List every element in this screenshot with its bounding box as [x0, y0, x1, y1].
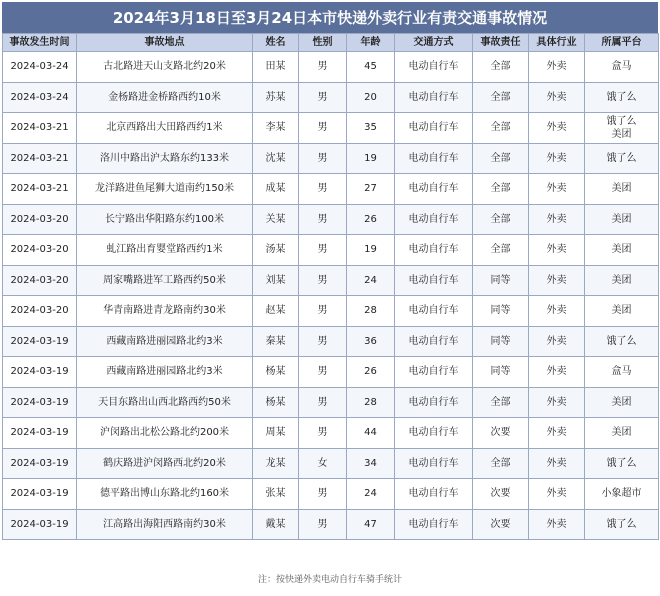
cell-age: 36 [347, 326, 395, 357]
table-body [3, 52, 659, 540]
cell-name: 杨某 [253, 357, 299, 388]
cell-gender: 男 [299, 479, 347, 510]
cell-industry: 外卖 [529, 448, 585, 479]
column-header-responsibility: 事故责任 [473, 34, 529, 52]
cell-platform: 美团 [585, 265, 659, 296]
cell-platform: 美团 [585, 235, 659, 266]
cell-age: 47 [347, 509, 395, 540]
cell-gender: 男 [299, 265, 347, 296]
cell-industry: 外卖 [529, 82, 585, 113]
table-header-row [3, 34, 659, 52]
cell-transport: 电动自行车 [395, 418, 473, 449]
cell-location: 长宁路出华阳路东约100米 [77, 204, 253, 235]
table-row [3, 387, 659, 418]
cell-gender: 男 [299, 174, 347, 205]
cell-name: 戴某 [253, 509, 299, 540]
cell-transport: 电动自行车 [395, 296, 473, 327]
cell-time: 2024-03-20 [3, 265, 77, 296]
cell-transport: 电动自行车 [395, 204, 473, 235]
table-row [3, 113, 659, 144]
footnote: 注：按快递外卖电动自行车骑手统计 [257, 575, 402, 585]
cell-transport: 电动自行车 [395, 82, 473, 113]
cell-transport: 电动自行车 [395, 52, 473, 83]
cell-gender: 男 [299, 235, 347, 266]
column-header-location: 事故地点 [77, 34, 253, 52]
cell-responsibility: 同等 [473, 357, 529, 388]
cell-transport: 电动自行车 [395, 357, 473, 388]
table-row [3, 52, 659, 83]
cell-name: 成某 [253, 174, 299, 205]
cell-age: 44 [347, 418, 395, 449]
cell-gender: 男 [299, 418, 347, 449]
cell-age: 26 [347, 204, 395, 235]
cell-platform: 美团 [585, 204, 659, 235]
cell-platform: 饿了么 [585, 326, 659, 357]
cell-location: 天目东路出山西北路西约50米 [77, 387, 253, 418]
cell-name: 杨某 [253, 387, 299, 418]
table-row [3, 265, 659, 296]
cell-name: 沈某 [253, 143, 299, 174]
cell-time: 2024-03-24 [3, 82, 77, 113]
cell-industry: 外卖 [529, 143, 585, 174]
cell-platform: 饿了么 [585, 448, 659, 479]
cell-industry: 外卖 [529, 204, 585, 235]
cell-platform: 美团 [585, 418, 659, 449]
cell-platform: 饿了么 [585, 143, 659, 174]
cell-name: 刘某 [253, 265, 299, 296]
cell-age: 45 [347, 52, 395, 83]
cell-industry: 外卖 [529, 479, 585, 510]
cell-industry: 外卖 [529, 265, 585, 296]
cell-industry: 外卖 [529, 326, 585, 357]
table-row [3, 235, 659, 266]
cell-age: 19 [347, 143, 395, 174]
cell-name: 汤某 [253, 235, 299, 266]
cell-name: 周某 [253, 418, 299, 449]
cell-platform: 盒马 [585, 357, 659, 388]
cell-responsibility: 全部 [473, 82, 529, 113]
cell-gender: 男 [299, 387, 347, 418]
cell-location: 鹤庆路进沪闵路西北约20米 [77, 448, 253, 479]
cell-industry: 外卖 [529, 235, 585, 266]
cell-time: 2024-03-21 [3, 174, 77, 205]
cell-transport: 电动自行车 [395, 143, 473, 174]
cell-name: 龙某 [253, 448, 299, 479]
accident-table [2, 33, 659, 540]
cell-platform: 美团 [585, 296, 659, 327]
cell-location: 周家嘴路进军工路西约50米 [77, 265, 253, 296]
cell-name: 赵某 [253, 296, 299, 327]
cell-location: 沪闵路出北松公路北约200米 [77, 418, 253, 449]
cell-responsibility: 全部 [473, 448, 529, 479]
cell-platform: 美团 [585, 387, 659, 418]
cell-name: 关某 [253, 204, 299, 235]
cell-time: 2024-03-19 [3, 326, 77, 357]
column-header-age: 年龄 [347, 34, 395, 52]
cell-industry: 外卖 [529, 418, 585, 449]
column-header-transport: 交通方式 [395, 34, 473, 52]
table-row [3, 296, 659, 327]
cell-gender: 男 [299, 82, 347, 113]
cell-time: 2024-03-20 [3, 204, 77, 235]
cell-name: 秦某 [253, 326, 299, 357]
cell-platform: 饿了么 [585, 509, 659, 540]
cell-location: 北京西路出大田路西约1米 [77, 113, 253, 144]
cell-platform: 小象超市 [585, 479, 659, 510]
cell-location: 古北路进天山支路北约20米 [77, 52, 253, 83]
cell-age: 20 [347, 82, 395, 113]
cell-responsibility: 同等 [473, 265, 529, 296]
cell-responsibility: 同等 [473, 296, 529, 327]
cell-time: 2024-03-19 [3, 479, 77, 510]
cell-transport: 电动自行车 [395, 509, 473, 540]
table-row [3, 174, 659, 205]
table-row [3, 479, 659, 510]
cell-transport: 电动自行车 [395, 174, 473, 205]
cell-transport: 电动自行车 [395, 265, 473, 296]
cell-responsibility: 次要 [473, 509, 529, 540]
cell-time: 2024-03-21 [3, 143, 77, 174]
cell-age: 26 [347, 357, 395, 388]
cell-industry: 外卖 [529, 296, 585, 327]
cell-age: 35 [347, 113, 395, 144]
cell-responsibility: 全部 [473, 174, 529, 205]
table-row [3, 326, 659, 357]
cell-responsibility: 全部 [473, 387, 529, 418]
cell-industry: 外卖 [529, 174, 585, 205]
cell-gender: 男 [299, 113, 347, 144]
cell-location: 金杨路进金桥路西约10米 [77, 82, 253, 113]
cell-age: 19 [347, 235, 395, 266]
cell-gender: 男 [299, 204, 347, 235]
cell-age: 24 [347, 265, 395, 296]
cell-age: 34 [347, 448, 395, 479]
cell-location: 洛川中路出沪太路东约133米 [77, 143, 253, 174]
cell-responsibility: 次要 [473, 479, 529, 510]
cell-location: 西藏南路进丽园路北约3米 [77, 357, 253, 388]
cell-location: 西藏南路进丽园路北约3米 [77, 326, 253, 357]
cell-time: 2024-03-20 [3, 296, 77, 327]
cell-responsibility: 全部 [473, 143, 529, 174]
cell-time: 2024-03-20 [3, 235, 77, 266]
cell-platform: 美团 [585, 174, 659, 205]
cell-gender: 男 [299, 296, 347, 327]
cell-industry: 外卖 [529, 509, 585, 540]
cell-age: 27 [347, 174, 395, 205]
cell-name: 张某 [253, 479, 299, 510]
cell-transport: 电动自行车 [395, 479, 473, 510]
table-row [3, 82, 659, 113]
page-title: 2024年3月18日至3月24日本市快递外卖行业有责交通事故情况 [2, 2, 658, 33]
table-row [3, 448, 659, 479]
cell-transport: 电动自行车 [395, 387, 473, 418]
cell-age: 28 [347, 387, 395, 418]
cell-industry: 外卖 [529, 387, 585, 418]
cell-platform: 饿了么 美团 [585, 113, 659, 144]
cell-time: 2024-03-21 [3, 113, 77, 144]
cell-industry: 外卖 [529, 52, 585, 83]
cell-responsibility: 全部 [473, 52, 529, 83]
cell-location: 德平路出博山东路北约160米 [77, 479, 253, 510]
cell-industry: 外卖 [529, 357, 585, 388]
column-header-industry: 具体行业 [529, 34, 585, 52]
cell-time: 2024-03-19 [3, 357, 77, 388]
cell-time: 2024-03-19 [3, 509, 77, 540]
table-row [3, 509, 659, 540]
cell-responsibility: 全部 [473, 204, 529, 235]
cell-age: 28 [347, 296, 395, 327]
table-row [3, 143, 659, 174]
cell-name: 苏某 [253, 82, 299, 113]
cell-platform: 饿了么 [585, 82, 659, 113]
cell-industry: 外卖 [529, 113, 585, 144]
cell-time: 2024-03-19 [3, 387, 77, 418]
table-row [3, 357, 659, 388]
cell-time: 2024-03-19 [3, 448, 77, 479]
cell-location: 虬江路出育婴堂路西约1米 [77, 235, 253, 266]
cell-time: 2024-03-24 [3, 52, 77, 83]
column-header-name: 姓名 [253, 34, 299, 52]
cell-name: 田某 [253, 52, 299, 83]
cell-gender: 男 [299, 357, 347, 388]
cell-gender: 女 [299, 448, 347, 479]
cell-transport: 电动自行车 [395, 113, 473, 144]
table-row [3, 204, 659, 235]
cell-gender: 男 [299, 326, 347, 357]
cell-responsibility: 次要 [473, 418, 529, 449]
cell-gender: 男 [299, 509, 347, 540]
cell-transport: 电动自行车 [395, 235, 473, 266]
cell-responsibility: 同等 [473, 326, 529, 357]
cell-location: 龙洋路进鱼尾狮大道南约150米 [77, 174, 253, 205]
cell-responsibility: 全部 [473, 113, 529, 144]
cell-transport: 电动自行车 [395, 326, 473, 357]
cell-responsibility: 全部 [473, 235, 529, 266]
cell-platform: 盒马 [585, 52, 659, 83]
cell-gender: 男 [299, 143, 347, 174]
cell-transport: 电动自行车 [395, 448, 473, 479]
column-header-time: 事故发生时间 [3, 34, 77, 52]
cell-location: 华青南路进青龙路南约30米 [77, 296, 253, 327]
cell-name: 李某 [253, 113, 299, 144]
cell-time: 2024-03-19 [3, 418, 77, 449]
column-header-gender: 性别 [299, 34, 347, 52]
cell-age: 24 [347, 479, 395, 510]
table-row [3, 418, 659, 449]
cell-location: 江高路出海阳西路南约30米 [77, 509, 253, 540]
cell-gender: 男 [299, 52, 347, 83]
column-header-platform: 所属平台 [585, 34, 659, 52]
